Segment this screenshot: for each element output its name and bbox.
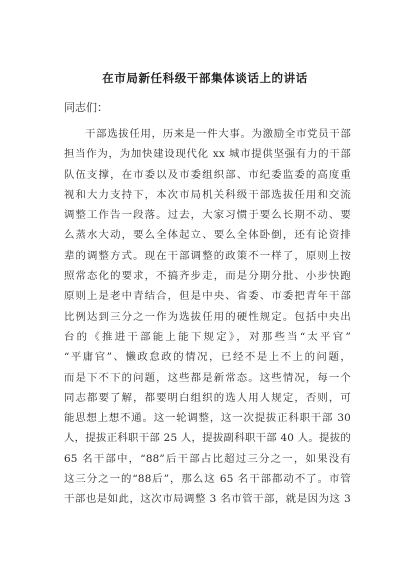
body-line: 这三分之一的“88后”，那么这 65 名干部都动不了。市管 bbox=[64, 473, 351, 486]
body-line: 同志都要了解，都要明白组织的选人用人规定，否则，可 bbox=[64, 391, 351, 404]
body-line: 能思想上想不通。这一轮调整，这一次提拔正科职干部 30 bbox=[64, 412, 351, 425]
body-line: 担当作为，为加快建设现代化 xx 城市提供坚强有力的干部 bbox=[64, 148, 351, 161]
body-line: 么蒸水大动，要么全体起立、要么全体卧倒，还有论资排 bbox=[64, 229, 351, 242]
body-line: 队伍支撑，在市委以及市委组织部、市纪委监委的高度重 bbox=[64, 168, 351, 181]
speech-body bbox=[64, 124, 351, 510]
body-line: 台的《推进干部能上能下规定》，对那些当“太平官” bbox=[64, 330, 351, 343]
body-line: “平庸官”、懒政怠政的情况，已经不是上不上的问题， bbox=[64, 351, 351, 364]
body-line: 比例达到三分之一作为选拔任用的硬性规定。包括中央出 bbox=[64, 310, 351, 323]
body-line: 干部选拔任用，历来是一件大事。为激励全市党员干部 bbox=[85, 128, 351, 140]
document-title: 在市局新任科级干部集体谈话上的讲话 bbox=[102, 71, 308, 85]
body-line: 辈的调整方式。现在干部调整的政策不一样了，原则上按 bbox=[64, 249, 351, 262]
body-line: 人，提拔正科职干部 25 人，提拔副科职干部 40 人。提拔的 bbox=[64, 432, 351, 445]
body-line: 干部也是如此，这次市局调整 3 名市管干部，就是因为这 3 bbox=[64, 493, 351, 506]
body-line: 而是下不下的问题，这些都是新常态。这些情况，每一个 bbox=[64, 371, 351, 384]
body-line: 原则上是老中青结合，但是中央、省委、市委把青年干部 bbox=[64, 290, 351, 303]
body-line: 65 名干部中，“88”后干部占比超过三分之一，如果没有 bbox=[64, 452, 351, 465]
body-line: 调整工作告一段落。过去，大家习惯于要么长期不动、要 bbox=[64, 209, 351, 222]
body-line: 照常态化的要求，不搞齐步走，而是分期分批、小步快跑 bbox=[64, 270, 351, 283]
salutation: 同志们： bbox=[64, 101, 108, 114]
body-line: 视和大力支持下，本次市局机关科级干部选拔任用和交流 bbox=[64, 188, 351, 201]
